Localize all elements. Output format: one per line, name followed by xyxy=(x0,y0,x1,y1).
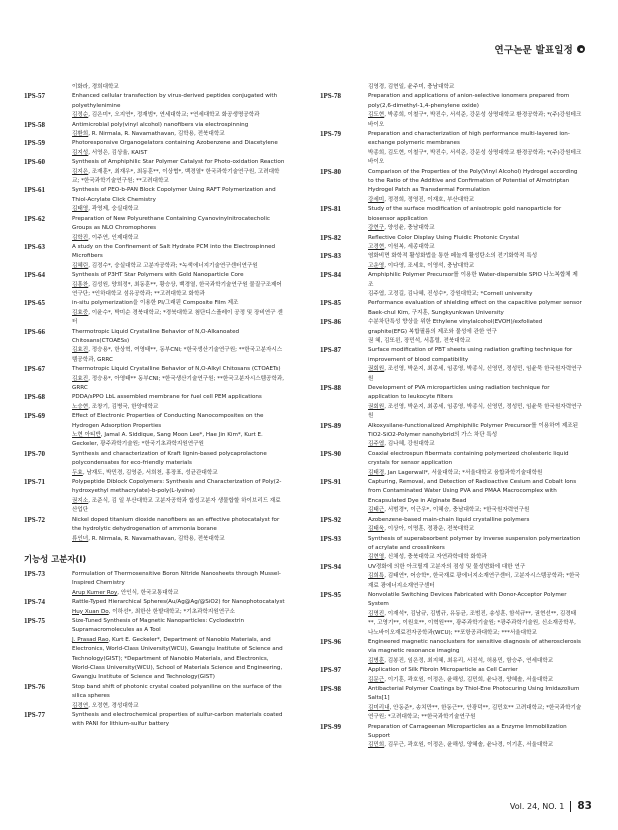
volume-label: Vol. 24, NO. 1 xyxy=(509,801,565,811)
presenter-name: 김효진 xyxy=(72,375,89,382)
paper-code: 1PS-77 xyxy=(24,711,45,719)
paper-authors xyxy=(368,111,582,130)
paper-entry xyxy=(320,168,582,206)
paper-code: 1PS-97 xyxy=(320,666,341,675)
paper-authors xyxy=(72,205,286,214)
paper-code: 1PS-91 xyxy=(320,478,341,487)
coauthors: , 박종희, 이철구*, 박진수, 서석준, 강문성 상명대학교 환경공학과; *(주)강원테크바이오 xyxy=(368,112,582,128)
paper-title: Amphiphilic Polymer Precursor를 이용한 Water-dispersible SPIO 나노복합체 제조 xyxy=(368,272,578,288)
paper-code: 1PS-65 xyxy=(24,299,45,308)
paper-code: 1PS-82 xyxy=(320,233,341,242)
paper-code: 1PS-62 xyxy=(24,214,45,223)
paper-authors xyxy=(368,469,582,478)
presenter-name: 김지은 xyxy=(72,168,89,175)
paper-authors xyxy=(72,281,286,300)
paper-title: in-situ polymerization을 이용한 PI/그래핀 Composite Film 제조 xyxy=(72,300,239,307)
paper-authors xyxy=(368,290,582,299)
coauthors: , 이윤수*, 박미순 경북대학교; *경북대학교 첨단디스플레이 공정 및 장비연구 센터 xyxy=(72,309,283,326)
header-title: 연구논문 발표일정 xyxy=(494,45,573,56)
paper-code: 1PS-70 xyxy=(24,449,45,458)
paper-title: Stop band shift of photonic crystal coated polyaniline on the surface of the silica spheres xyxy=(72,683,282,700)
paper-authors xyxy=(368,440,582,449)
coauthors: , 남재도, 박민경, 김영준, 서희천, 홍장표, 성균관대학교 xyxy=(82,469,218,476)
paper-authors xyxy=(72,346,286,365)
bullet-icon xyxy=(577,45,585,53)
paper-authors xyxy=(368,553,582,562)
coauthors: , 김태연*, 어승학*, 한국재료 광에너지소재연구센터, 고분자시스템공학과; *한국재료 광에너지소재연구센터 xyxy=(368,573,580,589)
coauthors: , Jamal A. Siddique, Sang Moon Lee*, Hae Jin Kim*, Kurt E. Geckeler, 광주과학기술원; *한국기초과학지원연구원 xyxy=(72,432,263,448)
presenter-name: Huy Xuan Do xyxy=(72,608,109,615)
paper-title: A study on the Confinement of Salt Hydrate PCM into the Electrospinned Microfibers xyxy=(72,243,276,260)
paper-authors xyxy=(368,149,582,168)
paper-title: Study of the surface modification of anisotropic gold nanoparticle for biosensor application xyxy=(368,206,562,222)
paper-title: Thermotropic Liquid Crystalline Behavior of N,O-Alkanoated Chitosans(CTOAESs) xyxy=(72,328,240,344)
paper-title: Preparation of Carrageenan Microparticles as a Enzyme Immobilization Support xyxy=(368,723,567,740)
presenter-name: 권지소 xyxy=(72,497,89,504)
paper-code: 1PS-98 xyxy=(320,685,341,693)
paper-title: 염화비면 화학적 활성화법을 통한 페놀계 활성탄소의 전기화학적 특성 xyxy=(368,253,538,260)
paper-authors xyxy=(368,676,582,685)
left-column xyxy=(24,83,286,730)
paper-authors xyxy=(368,196,582,205)
paper-code: 1PS-99 xyxy=(320,722,341,731)
presenter-name: 고경현 xyxy=(368,243,385,250)
paper-authors xyxy=(72,403,286,412)
right-column xyxy=(320,83,582,751)
coauthors: , 김봉진, 임은정, 최지혜, 최유리, 서진석, 허용민, 함승주, 연세대학교 xyxy=(384,657,554,664)
paper-title: Surface modification of PBT sheets using radiation grafting technique for improvement of blood compatibility xyxy=(368,347,573,363)
paper-authors xyxy=(72,234,286,243)
presenter-name: 김태경 xyxy=(368,469,385,476)
paper-entry xyxy=(320,638,582,666)
paper-entry xyxy=(24,121,286,140)
paper-title: UV경화에 의한 아크릴계 고분자의 점성 및 물성변화에 대한 연구 xyxy=(368,563,526,570)
presenter-name: 김태욱 xyxy=(368,526,385,533)
presenter-name: 노승현 xyxy=(72,403,89,410)
paper-code: 1PS-94 xyxy=(320,562,341,571)
lead-authors: 김영경, 김현일, 윤주미, 충남대학교 xyxy=(368,84,455,90)
paper-title: 수분차단특성 향상을 위한 Ethylene vinylalcohol(EVOH)/exfoliated graphite(EFG) 복합필름의 제조와 물성에 관한 연구 xyxy=(368,319,543,335)
paper-title: Coaxial electrospun fibermats containing polymerized cholesteric liquid crystals for sensor application xyxy=(368,450,569,467)
paper-entry xyxy=(320,563,582,591)
paper-title: Thermotropic Liquid Crystalline Behavior of N,O-Alkyl Chitosans (CTOAETs) xyxy=(72,366,281,373)
paper-code: 1PS-66 xyxy=(24,327,45,336)
coauthors: , 조준식, 김 일 부산대학교 고분자공학과 합성고분자 생물합할 하이브리드 재료 산업단 xyxy=(72,497,281,514)
paper-entry xyxy=(24,139,286,158)
paper-authors xyxy=(72,149,286,158)
coauthors: , 조창기, 김병국, 한양대학교 xyxy=(88,403,159,410)
paper-code: 1PS-88 xyxy=(320,384,341,392)
paper-authors xyxy=(72,130,286,139)
paper-title: Synthesis of P3HT Star Polymers with Gold Nanoparticle Core xyxy=(72,272,244,279)
presenter-name: 김희특 xyxy=(368,573,385,580)
presenter-name: 김혜린 xyxy=(72,262,89,269)
coauthors: , 김성원, 양희정*, 최동훈**, 황승상, 백경열, 한국과학기술연구원 물질구조제어연구단; *인하대학교 섬유공학과; **고려대학교 화학과 xyxy=(72,281,282,297)
paper-entry xyxy=(24,243,286,271)
paper-code: 1PS-93 xyxy=(320,534,341,543)
coauthors: , 김정수*, 숭실대학교 고분자공학과; *녹색에너지기술연구센터연구원 xyxy=(88,262,258,269)
coauthors: , Kurt E. Geckeler*, Department of Nanobio Materials, and Electronics, World-Class University(WCU), Gwangju Institute of Science and Technology(GIST); *Department of Nanobio Materials, and Electronics, World-Class University(WCU), School of Materials Science and Engineering, Gwangju Institute of Science and Technology(GIST) xyxy=(72,636,283,681)
coauthors: , 안동준*, 송치만**, 한동근**, 안광덕**, 김민호** 고려대학교; *한국과학기술연구원; *고려대학교; **한국과학기술연구원 xyxy=(368,704,582,721)
presenter-name: 김정순 xyxy=(72,112,89,119)
paper-code: 1PS-90 xyxy=(320,449,341,458)
paper-entry xyxy=(320,92,582,130)
paper-code: 1PS-61 xyxy=(24,186,45,195)
paper-title: Formulation of Thermosensitive Boron Nitride Nanosheets through Mussel-Inspired Chemistry xyxy=(72,570,281,587)
coauthors: , 이재석*, 김남규, 김범규, 유동균, 조범진, 송성훈, 함석규**, 권현선**, 김경태**, 고영기**, 이원호**, 이혁원***, 광주과학기술원; *광주과학기술원, 신소재공학부, 나노바이오재료전자공학과(WCU); **포항공과대학교; ***서울대학교 xyxy=(368,610,577,636)
coauthors: , 안인식, 한국교통대학교 xyxy=(117,589,179,596)
paper-code: 1PS-96 xyxy=(320,637,341,646)
coauthors: 권 혜, 김또윈, 장민석, 서흠렬, 전북대학교 xyxy=(368,337,471,344)
paper-title: Performance evaluation of shielding effect on the capacitive polymer sensor xyxy=(368,300,582,307)
paper-authors xyxy=(368,704,582,723)
paper-entry xyxy=(24,365,286,393)
paper-entry xyxy=(24,215,286,243)
paper-authors xyxy=(72,262,286,271)
paper-authors xyxy=(368,365,582,384)
paper-code: 1PS-63 xyxy=(24,242,45,251)
paper-title: Photoresponsive Organogelators containing Azobenzene and Diacetylene xyxy=(72,140,278,147)
paper-entry xyxy=(320,666,582,685)
paper-entry xyxy=(24,516,286,544)
coauthors: 김주엽, 고정길, 김나혜, 진성수*, 강원대학교; *Cornell university xyxy=(368,290,533,297)
paper-code: 1PS-76 xyxy=(24,682,45,691)
section-heading: 기능성 고분자(I) xyxy=(24,553,87,564)
coauthors: , 조선영, 박운지, 최종세, 임종영, 박종식, 신영민, 정성민, 임윤묵 한국원자력연구원 xyxy=(368,403,582,420)
presenter-name: 김효중 xyxy=(72,309,89,316)
paper-title: Synthesis of superabsorbent polymer by inverse suspension polymerization of acrylate and crosslinkers xyxy=(368,535,581,551)
paper-authors xyxy=(368,506,582,515)
paper-authors xyxy=(368,572,582,591)
paper-code: 1PS-86 xyxy=(320,318,341,327)
paper-title: Antibacterial Polymer Coatings by Thiol-Ene Photocuring Using Imidazolium Salts[1] xyxy=(368,686,580,702)
paper-authors xyxy=(72,309,286,328)
presenter-name: Arup Kumer Roy xyxy=(72,589,118,596)
paper-code: 1PS-87 xyxy=(320,346,341,355)
paper-entry xyxy=(24,92,286,120)
paper-title: Antimicrobial poly(vinyl alcohol) nanofibers via electrospinning xyxy=(72,121,249,128)
lead-authors: 이화라, 경희대학교 xyxy=(72,84,119,90)
paper-title: Alkoxysilane-functionalized Amphiphilic Polymer Precursor를 이용하여 제조된 TiO2-SiO2-Polymer nanohybrid의 가스 차단 특성 xyxy=(368,422,579,439)
paper-authors xyxy=(72,608,286,617)
lead-line xyxy=(24,83,286,92)
presenter-name: 김태영 xyxy=(72,206,89,213)
paper-entry xyxy=(320,299,582,318)
presenter-name: 노현 아티반 xyxy=(72,432,101,439)
presenter-name: 김명진 xyxy=(368,610,385,617)
paper-entry xyxy=(320,271,582,299)
paper-authors xyxy=(72,497,286,516)
paper-entry xyxy=(320,205,582,233)
coauthors: , 정경희, 정영진, 이재호, 부산대학교 xyxy=(384,196,475,203)
paper-title: Polypeptide Diblock Copolymers: Synthesis and Characterization of Poly(2-hydroxyethyl methacrylate)-b-poly(L-lysine) xyxy=(72,479,282,495)
paper-title: Nonvolatile Switching Devices Fabricated with Donor-Acceptor Polymer System xyxy=(368,591,567,608)
paper-authors xyxy=(368,525,582,534)
page-number: 83 xyxy=(577,800,592,812)
paper-authors xyxy=(72,535,286,544)
coauthors: , R. Nirmala, R. Navamathavan, 김학용, 전북대학교 xyxy=(88,131,225,138)
paper-code: 1PS-57 xyxy=(24,92,45,101)
coauthors: , 이주연, 인제대학교 xyxy=(88,234,139,241)
coauthors: , 김무근, 곽호원, 이정은, 윤해성, 양혜솔, 윤나경, 이기훈, 서울대학교 xyxy=(384,742,554,749)
paper-authors xyxy=(72,636,286,683)
paper-title: Enhanced cellular transfection by virus-derived peptides conjugated with polyethylenimine xyxy=(72,93,278,109)
paper-entry xyxy=(320,516,582,535)
presenter-name: 권회원 xyxy=(368,366,385,373)
paper-entry xyxy=(24,412,286,450)
presenter-name: 권회원 xyxy=(368,403,385,410)
paper-entry xyxy=(320,384,582,422)
presenter-name: 김학진 xyxy=(72,234,89,241)
page-header xyxy=(494,42,585,56)
paper-entry xyxy=(320,252,582,271)
paper-title: Engineered magnetic nanoclusters for sensitive diagnosis of atherosclerosis via magnetic resonance imaging xyxy=(368,638,581,655)
presenter-name: 김태근 xyxy=(368,507,385,514)
coauthors: , 이원복, 세종대학교 xyxy=(384,243,435,250)
paper-authors xyxy=(368,741,582,750)
paper-entry xyxy=(320,723,582,751)
paper-title: Rattle-Typed Hierarchical Spheres(Au/Ag@Ag/@SiO2) for Nanophotocatalyst xyxy=(72,599,285,606)
presenter-name: 김지성 xyxy=(72,149,89,156)
coauthors: , 조선영, 박운지, 최종세, 임종영, 박종식, 신영민, 정성민, 임윤묵 한국원자력연구원 xyxy=(368,366,582,382)
paper-title: Size-Tuned Synthesis of Magnetic Nanoparticles: Cyclodextrin Supramacromolecules as A Tool xyxy=(72,617,245,634)
presenter-name: 강현구 xyxy=(368,225,385,232)
paper-code: 1PS-69 xyxy=(24,412,45,421)
paper-title: Preparation of New Polyurethane Containing Cyanovinylnitrocatecholic Groups as NLO Chromophores xyxy=(72,215,270,232)
paper-code: 1PS-72 xyxy=(24,515,45,524)
coauthors: , 정승용*, 한상혁, 여영태**, 동부CNI; *한국생산기술연구원; **한국고분자시스템공학과, GRRC xyxy=(72,347,283,363)
paper-code: 1PS-71 xyxy=(24,478,45,487)
paper-code: 1PS-78 xyxy=(320,92,341,101)
coauthors: 박종희, 김도현, 이철구*, 박진수, 서석준, 강문성 상명대학교 환경공학과; *(주)강원테크바이오 xyxy=(368,149,582,166)
coauthors: , 이다영, 조세호, 이영석, 충남대학교 xyxy=(384,262,475,269)
presenter-name: 김민희 xyxy=(368,742,385,749)
page-footer xyxy=(510,800,592,812)
paper-entry xyxy=(24,186,286,214)
paper-entry xyxy=(24,158,286,186)
coauthors: , 양성윤, 충남대학교 xyxy=(384,225,435,232)
paper-title: Comparison of the Properties of the Poly(Vinyl Alcohol) Hydrogel according to the Ratio of the Additive and Confirmation of Potential of Almotriptan Hydrogel Patch as Transdermal Formulation xyxy=(368,168,578,194)
presenter-name: 김흥찬 xyxy=(72,281,89,288)
paper-authors xyxy=(368,224,582,233)
coauthors: , 이하선*, 최한산 한밭대학교; *기초과학지원연구소 xyxy=(108,608,235,615)
coauthors: , 신채성, 충북대학교 자연과학대학 화학과 xyxy=(384,554,487,561)
paper-authors xyxy=(368,309,582,318)
presenter-name: 김효진 xyxy=(72,347,89,354)
divider xyxy=(570,801,571,812)
paper-authors xyxy=(368,403,582,422)
coauthors: , 이기훈, 곽호원, 이정은, 윤해성, 김민희, 윤나경, 양혜솔, 서울대학교 xyxy=(384,676,554,683)
paper-code: 1PS-95 xyxy=(320,590,341,599)
paper-code: 1PS-59 xyxy=(24,139,45,148)
paper-entry xyxy=(24,598,286,617)
presenter-name: 김경연 xyxy=(72,702,89,709)
presenter-name: 김현영 xyxy=(368,554,385,561)
paper-title: Synthesis and characterization of Kraft lignin-based polycaprolactone polycondensates for eco-friendly materials xyxy=(72,450,267,467)
paper-title: Synthesis and electrochemical properties of sulfur-carbon materials coated with PANI for lithium-sulfur battery xyxy=(72,712,283,728)
paper-code: 1PS-64 xyxy=(24,271,45,280)
paper-title: Nickel doped titanium dioxide nanofibers as an effective photocatalyst for the hydrolytic dehydrogenation of ammonia borane xyxy=(72,516,280,533)
paper-entry xyxy=(320,685,582,723)
paper-authors xyxy=(72,375,286,394)
paper-code: 1PS-58 xyxy=(24,120,45,129)
paper-entry xyxy=(320,318,582,346)
coauthors: , 조재훈*, 최재우*, 최동훈**, 이상협*, 백경열* 한국과학기술연구원, 고려대학교; *한국과학기술연구원; **고려대학교 xyxy=(72,168,280,185)
paper-title: Preparation and characterization of high performance multi-layered ion-exchange polymeric membranes xyxy=(368,131,570,147)
paper-entry xyxy=(24,299,286,327)
paper-authors xyxy=(368,337,582,346)
presenter-name: 두효 xyxy=(72,469,83,476)
presenter-name: 강세미 xyxy=(368,196,385,203)
coauthors: , 이상아, 이명훈, 정광운, 전북대학교 xyxy=(384,526,475,533)
coauthors: , 김나혜, 강원대학교 xyxy=(384,441,435,448)
paper-authors xyxy=(72,702,286,711)
coauthors: , 곽영제, 숭실대학교 xyxy=(88,206,139,213)
paper-entry xyxy=(320,450,582,478)
paper-authors xyxy=(368,657,582,666)
presenter-name: J. Prasad Rao xyxy=(72,636,109,643)
paper-title: Azobenzene-based main-chain liquid crystalline polymers xyxy=(368,516,530,523)
paper-entry xyxy=(320,346,582,384)
paper-code: 1PS-68 xyxy=(24,393,45,402)
presenter-name: 김미리내 xyxy=(368,704,390,711)
presenter-name: 류인녀 xyxy=(72,535,89,542)
paper-entry xyxy=(24,478,286,516)
paper-entry xyxy=(24,393,286,412)
coauthors: , 정승용*, 아영태** 동부CNI; *한국생산기술연구원; **한국고분자시스템공학과, GRRC xyxy=(72,375,285,391)
lead-line xyxy=(320,83,582,92)
paper-code: 1PS-92 xyxy=(320,515,341,524)
paper-code: 1PS-79 xyxy=(320,130,341,139)
paper-entry xyxy=(24,683,286,711)
paper-title: Effect of Electronic Properties of Conducting Nanocomposites on the Hydrogen Adsorption Properties xyxy=(72,413,264,429)
coauthors: , Jan Lagerwall*, 서울대학교; *서울대학교 융합과학기술대학원 xyxy=(384,469,543,476)
paper-code: 1PS-60 xyxy=(24,158,45,167)
coauthors: , 서범경*, 이근우*, 이혜승, 충남대학교; *한국원자력연구원 xyxy=(384,507,530,514)
paper-title: Application of Silk Fibroin Microparticle as Cell Carrier xyxy=(368,667,518,674)
paper-entry xyxy=(24,450,286,478)
coauthors: , 김은미*, 오지연*, 정재범*, 연세대학교; *연세대학교 화공생명공학과 xyxy=(88,112,260,119)
coauthors: , 오정현, 경성대학교 xyxy=(88,702,139,709)
paper-code: 1PS-89 xyxy=(320,421,341,430)
paper-entry xyxy=(320,422,582,450)
paper-title: Synthesis of PEO-b-PAN Block Copolymer Using RAFT Polymerization and Thiol-Acrylate Click Chemistry xyxy=(72,187,276,203)
paper-authors xyxy=(72,168,286,187)
paper-authors xyxy=(368,243,582,252)
paper-entry xyxy=(24,617,286,683)
paper-title: Reflective Color Display Using Fluidic Photonic Crystal xyxy=(368,234,519,241)
presenter-name: 김문근 xyxy=(368,676,385,683)
presenter-name: 김환희 xyxy=(72,131,89,138)
paper-authors xyxy=(72,469,286,478)
paper-entry xyxy=(320,130,582,168)
paper-code: 1PS-75 xyxy=(24,616,45,625)
paper-entry xyxy=(24,328,286,366)
paper-entry xyxy=(320,478,582,516)
paper-title: Capturing, Removal, and Detection of Radioactive Cesium and Cobalt Ions from Contaminated Water Using PVA and PMAA Macrocomplex with Encapsulated Dye in Alginate Bead xyxy=(368,479,577,504)
presenter-name: 김도현 xyxy=(368,112,385,119)
paper-code: 1PS-74 xyxy=(24,598,45,607)
paper-entry xyxy=(320,591,582,638)
paper-authors xyxy=(368,262,582,271)
paper-title: Synthesis of Amphiphilic Star Polymer Catalyst for Photo-oxidation Reaction xyxy=(72,159,285,166)
paper-authors xyxy=(72,111,286,120)
coauthors: , R. Nirmala, R. Navamathavan, 김학용, 전북대학교 xyxy=(88,535,225,542)
paper-code: 1PS-80 xyxy=(320,167,341,176)
paper-authors xyxy=(72,431,286,450)
paper-entry xyxy=(24,570,286,598)
paper-title: Preparation and applications of anion-selective ionomers prepared from poly(2,6-dimethyl-1,4-phenylene oxide) xyxy=(368,93,570,109)
paper-title: Development of PVA microparticles using radiation technique for application to leukocyte filters xyxy=(368,385,550,401)
paper-entry xyxy=(320,234,582,253)
presenter-name: 김주엽 xyxy=(368,441,385,448)
presenter-name: 김병훈 xyxy=(368,657,385,664)
coauthors: Baek-chul Kim, 구지훈, Sungkyunkwan University xyxy=(368,309,504,316)
paper-code: 1PS-85 xyxy=(320,299,341,308)
paper-code: 1PS-83 xyxy=(320,252,341,261)
paper-entry xyxy=(24,711,286,730)
paper-authors xyxy=(72,589,286,598)
paper-code: 1PS-73 xyxy=(24,569,45,578)
paper-title: PDDA/sPPO LbL assembled membrane for fuel cell PEM applications xyxy=(72,394,262,401)
coauthors: , 서영은, 김상율, KAIST xyxy=(88,149,148,156)
paper-code: 1PS-84 xyxy=(320,271,341,280)
paper-entry xyxy=(24,271,286,299)
paper-authors xyxy=(368,610,582,638)
presenter-name: 고운영 xyxy=(368,262,385,269)
paper-entry xyxy=(320,535,582,563)
paper-code: 1PS-67 xyxy=(24,365,45,374)
paper-code: 1PS-81 xyxy=(320,205,341,214)
